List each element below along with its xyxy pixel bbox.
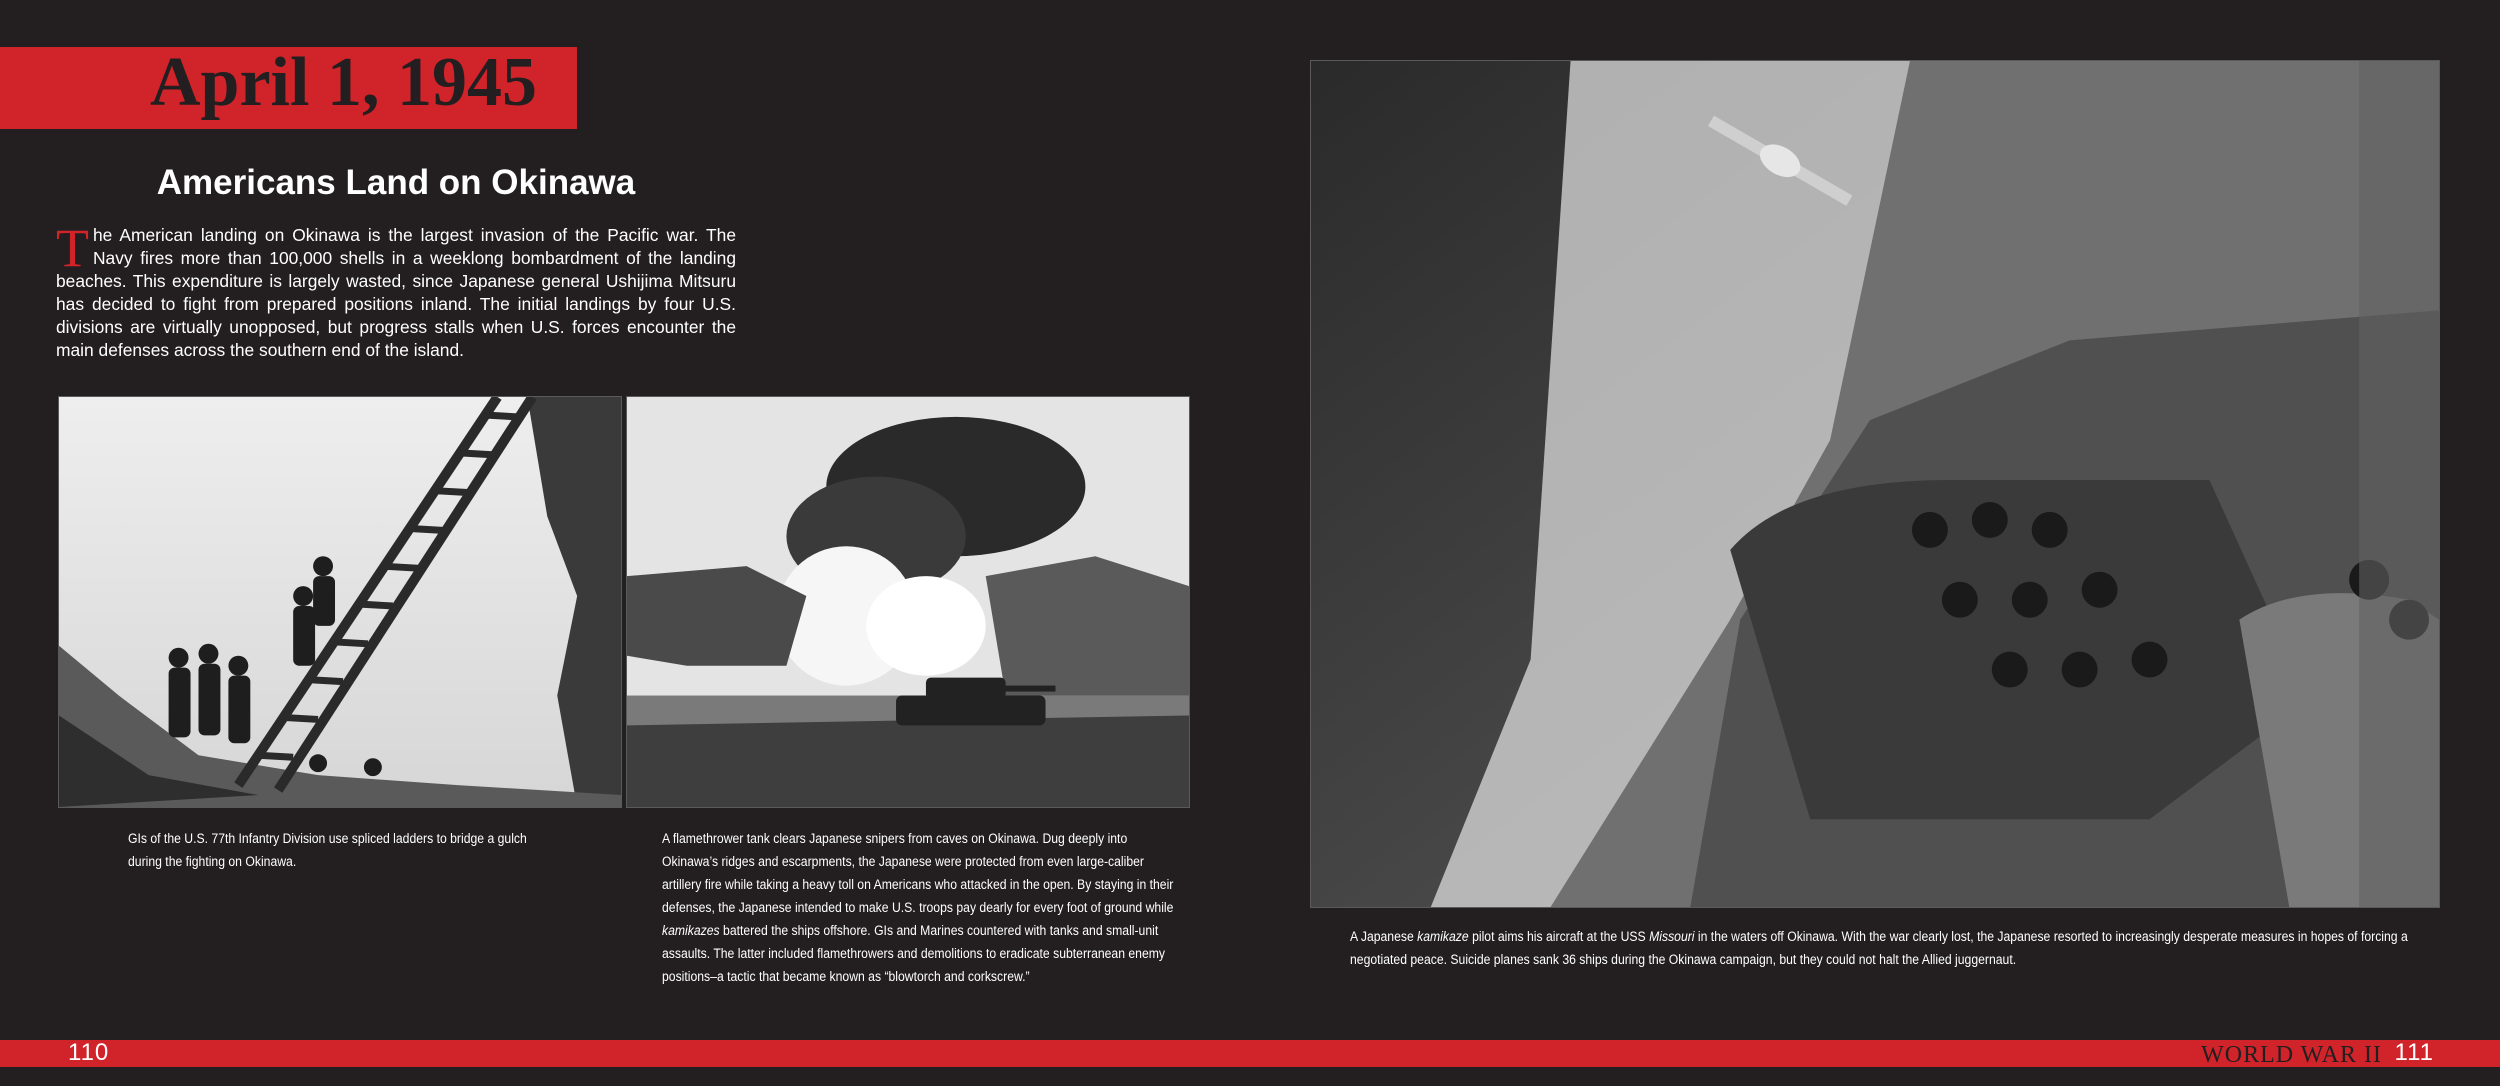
caption-tank-emphasis: kamikazes [662,923,720,939]
caption-tank-text-2: battered the ships offshore. GIs and Marines countered with tanks and small-unit assaults. The latter included flamethrowers and demolitions to eradicate subterranean enemy positions–a tactic that became known as “blowtorch and corkscrew.” [662,923,1166,985]
running-title: WORLD WAR II [2201,1042,2382,1068]
page-date: April 1, 1945 [150,44,537,121]
caption-kamikaze-emphasis-1: kamikaze [1417,929,1469,945]
page-number-right: 111 [2394,1039,2434,1066]
photo-kamikaze-missouri-image [1311,61,2439,907]
photo-flamethrower-tank [626,396,1190,808]
footer-band [0,1040,2500,1067]
page-headline: Americans Land on Okinawa [156,163,636,202]
caption-kamikaze-text-3: in the waters off Okinawa. With the war clearly lost, the Japanese resorted to increasingly desperate measures in hopes of forcing a negotiated peace. Suicide planes sank 36 ships during the Okinawa campaign, but they could not halt the Allied juggernaut. [1350,929,2408,968]
caption-kamikaze [1350,926,2408,972]
caption-ladder: GIs of the U.S. 77th Infantry Division use spliced ladders to bridge a gulch during the fighting on Okinawa. [128,831,527,870]
drop-cap: T [56,218,89,278]
photo-ladder-gis [58,396,622,808]
photo-kamikaze-missouri [1310,60,2440,908]
caption-tank [662,828,1178,989]
photo-ladder-gis-image [59,397,621,807]
intro-paragraph [56,218,736,362]
intro-body: he American landing on Okinawa is the largest invasion of the Pacific war. The Navy fires more than 100,000 shells in a weeklong bombardment of the landing beaches. This expenditure is largely wasted, since Japanese general Ushijima Mitsuru has decided to fight from prepared positions inland. The initial landings by four U.S. divisions are virtually unopposed, but progress stalls when U.S. forces encounter the main defenses across the southern end of the island. [56,225,736,360]
caption-kamikaze-emphasis-2: Missouri [1649,929,1695,945]
photo-flamethrower-tank-image [627,397,1189,807]
caption-kamikaze-text-2: pilot aims his aircraft at the USS [1468,929,1650,945]
caption-tank-text-1: A flamethrower tank clears Japanese snipers from caves on Okinawa. Dug deeply into Okinawa’s ridges and escarpments, the Japanese were protected from even large-caliber artillery fire while taking a heavy toll on Americans who attacked in the open. By staying in their defenses, the Japanese intended to make U.S. troops pay dearly for every foot of ground while [662,831,1174,916]
page-number-left: 110 [68,1039,110,1066]
caption-kamikaze-text-1: A Japanese [1350,929,1418,945]
